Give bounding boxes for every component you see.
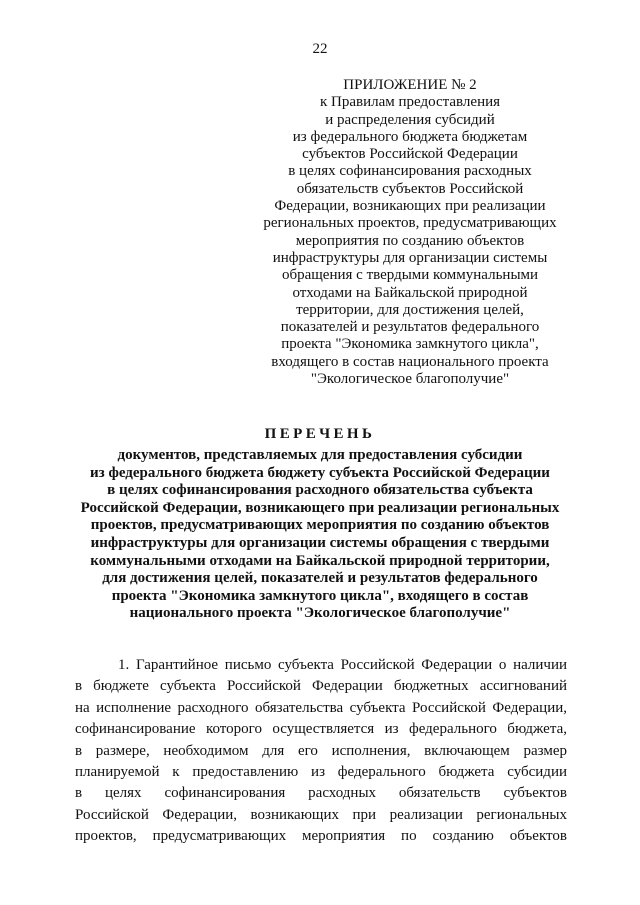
appendix-line: показателей и результатов федерального	[280, 319, 540, 336]
subtitle-line: инфраструктуры для организации системы обращения с твердыми	[90, 534, 550, 551]
subtitle-line: проекта "Экономика замкнутого цикла", входящего в состав	[111, 587, 529, 604]
appendix-line: входящего в состав национального проекта	[271, 353, 549, 370]
document-title: ПЕРЕЧЕНЬ	[264, 426, 376, 442]
paragraph-line: в целях софинансирования расходных обязательств субъектов	[75, 785, 567, 802]
paragraph-line: Российской Федерации, возникающих при реализации региональных	[75, 806, 567, 823]
appendix-line: проекта "Экономика замкнутого цикла",	[281, 336, 539, 353]
paragraph-line: 1. Гарантийное письмо субъекта Российской Федерации о наличии	[118, 657, 567, 673]
appendix-line: обязательств субъектов Российской	[296, 180, 524, 197]
appendix-line: субъектов Российской Федерации	[302, 146, 518, 163]
subtitle-line: в целях софинансирования расходного обязательства субъекта	[107, 482, 533, 499]
appendix-line: территории, для достижения целей,	[296, 301, 524, 318]
body-paragraph	[75, 655, 567, 848]
paragraph-line: проектов, предусматривающих мероприятия по созданию объектов	[75, 828, 567, 845]
appendix-line: "Экологическое благополучие"	[310, 371, 510, 388]
appendix-line: мероприятия по созданию объектов	[295, 232, 525, 249]
appendix-header	[240, 77, 580, 388]
paragraph-line: в размере, необходимом для его исполнения, включающем размер	[75, 742, 567, 759]
subtitle-line: документов, представляемых для предоставления субсидии	[117, 447, 523, 463]
subtitle-line: Российской Федерации, возникающего при реализации региональных	[80, 499, 560, 516]
subtitle-line: национального проекта "Экологическое благополучие"	[129, 605, 511, 622]
appendix-line: обращения с твердыми коммунальными	[281, 267, 539, 284]
subtitle-line: для достижения целей, показателей и результатов федерального	[102, 570, 538, 587]
appendix-line: к Правилам предоставления	[319, 94, 501, 111]
appendix-line: инфраструктуры для организации системы	[272, 249, 548, 266]
appendix-line: региональных проектов, предусматривающих	[263, 215, 557, 232]
subtitle-line: из федерального бюджета бюджету субъекта Российской Федерации	[90, 464, 550, 481]
appendix-line: отходами на Байкальской природной	[292, 284, 528, 301]
document-subtitle	[60, 447, 580, 623]
appendix-line: из федерального бюджета бюджетам	[292, 128, 528, 145]
subtitle-line: коммунальными отходами на Байкальской природной территории,	[90, 552, 550, 569]
appendix-line: и распределения субсидий	[325, 111, 495, 128]
appendix-line: в целях софинансирования расходных	[288, 163, 532, 180]
subtitle-line: проектов, предусматривающих мероприятия по созданию объектов	[90, 517, 550, 534]
appendix-title: ПРИЛОЖЕНИЕ № 2	[343, 77, 477, 93]
paragraph-line: в бюджете субъекта Российской Федерации бюджетных ассигнований	[75, 678, 567, 695]
paragraph-line: планируемой к предоставлению из федерального бюджета субсидии	[75, 764, 567, 781]
page-number: 22	[312, 41, 328, 57]
paragraph-line: софинансирование которого осуществляется из федерального бюджета,	[75, 721, 567, 738]
appendix-line: Федерации, возникающих при реализации	[274, 198, 546, 215]
paragraph-line: на исполнение расходного обязательства субъекта Российской Федерации,	[75, 699, 567, 716]
